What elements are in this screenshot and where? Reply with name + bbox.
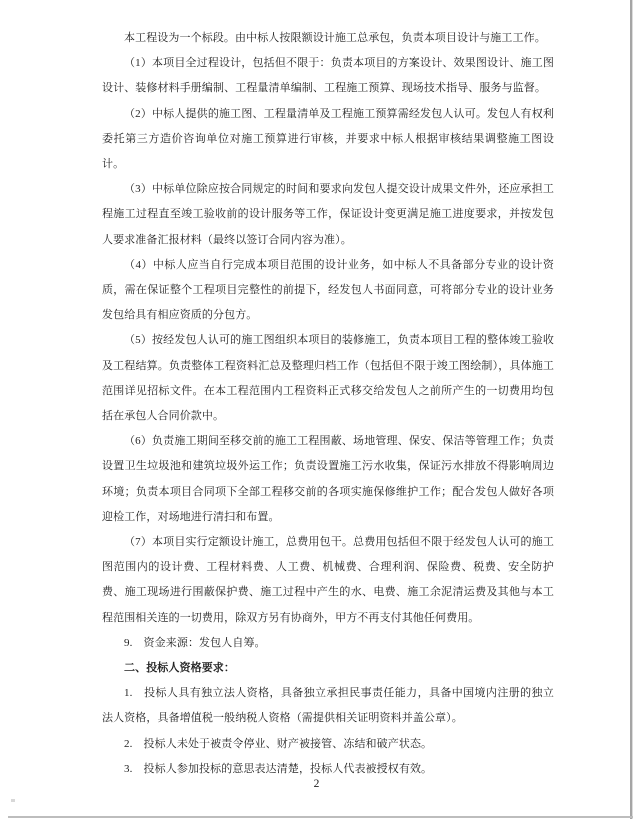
document-body <box>102 26 554 782</box>
paragraph: 本工程设为一个标段。由中标人按限额设计施工总承包，负责本项目设计与施工工作。 <box>124 32 546 44</box>
paragraph: （6）负责施工期间至移交前的施工工程围蔽、场地管理、保安、保洁等管理工作；负责设置卫生垃圾池和建筑垃圾外运工作；负责设置施工污水收集，保证污水排放不得影响周边环境；负责本项目合同项下全部工程移交前的各项实施保修维护工作；配合发包人做好各项迎检工作，对场地进行清扫和布置。 <box>102 435 554 523</box>
paragraph: 9. 资金来源：发包人自筹。 <box>124 636 266 649</box>
paragraph: 2. 投标人未处于被责令停业、财产被接管、冻结和破产状态。 <box>124 737 433 750</box>
paragraph: 1. 投标人具有独立法人资格，具备独立承担民事责任能力，具备中国境内注册的独立法人资格，具备增值税一般纳税人资格（需提供相关证明资料并盖公章）。 <box>102 687 554 725</box>
paragraph: （5）按经发包人认可的施工图组织本项目的装修施工，负责本项目工程的整体竣工验收及工程结算。负责整体工程资料汇总及整理归档工作（包括但不限于竣工图绘制），具体施工范围详见招标文件。在本工程范围内工程资料正式移交给发包人之前所产生的一切费用均包括在承包人合同价款中。 <box>102 334 554 423</box>
paragraph: （2）中标人提供的施工图、工程量清单及工程施工预算需经发包人认可。发包人有权利委托第三方造价咨询单位对施工预算进行审核，并要求中标人根据审核结果调整施工图设计。 <box>102 107 554 171</box>
scan-speck <box>11 799 15 802</box>
section-heading: 二、投标人资格要求： <box>124 662 235 675</box>
paragraph: （4）中标人应当自行完成本项目范围的设计业务，如中标人不具备部分专业的设计资质，需在保证整个工程项目完整性的前提下，经发包人书面同意，可将部分专业的设计业务发包给具有相应资质的分包方。 <box>102 258 554 322</box>
paragraph: 3. 投标人参加投标的意思表达清楚，投标人代表被授权有效。 <box>124 762 433 775</box>
paragraph: （3）中标单位除应按合同规定的时间和要求向发包人提交设计成果文件外，还应承担工程施工过程直至竣工验收前的设计服务等工作，保证设计变更满足施工进度要求，并按发包人要求准备汇报材料（最终以签订合同内容为准）。 <box>102 183 554 246</box>
paragraph: （1）本项目全过程设计，包括但不限于：负责本项目的方案设计、效果图设计、施工图设计、装修材料手册编制、工程量清单编制、工程施工预算、现场技术指导、服务与监督。 <box>102 57 554 95</box>
scan-edge-bottom <box>8 816 633 818</box>
paragraph: （7）本项目实行定额设计施工，总费用包干。总费用包括但不限于经发包人认可的施工图范围内的设计费、工程材料费、人工费、机械费、合理利润、保险费、税费、安全防护费、施工现场进行围蔽保护费、施工过程中产生的水、电费、施工余泥清运费及其他与本工程范围相关连的一切费用，除双方另有协商外，甲方不再支付其他任何费用。 <box>102 536 554 624</box>
page-number: 2 <box>313 778 320 790</box>
